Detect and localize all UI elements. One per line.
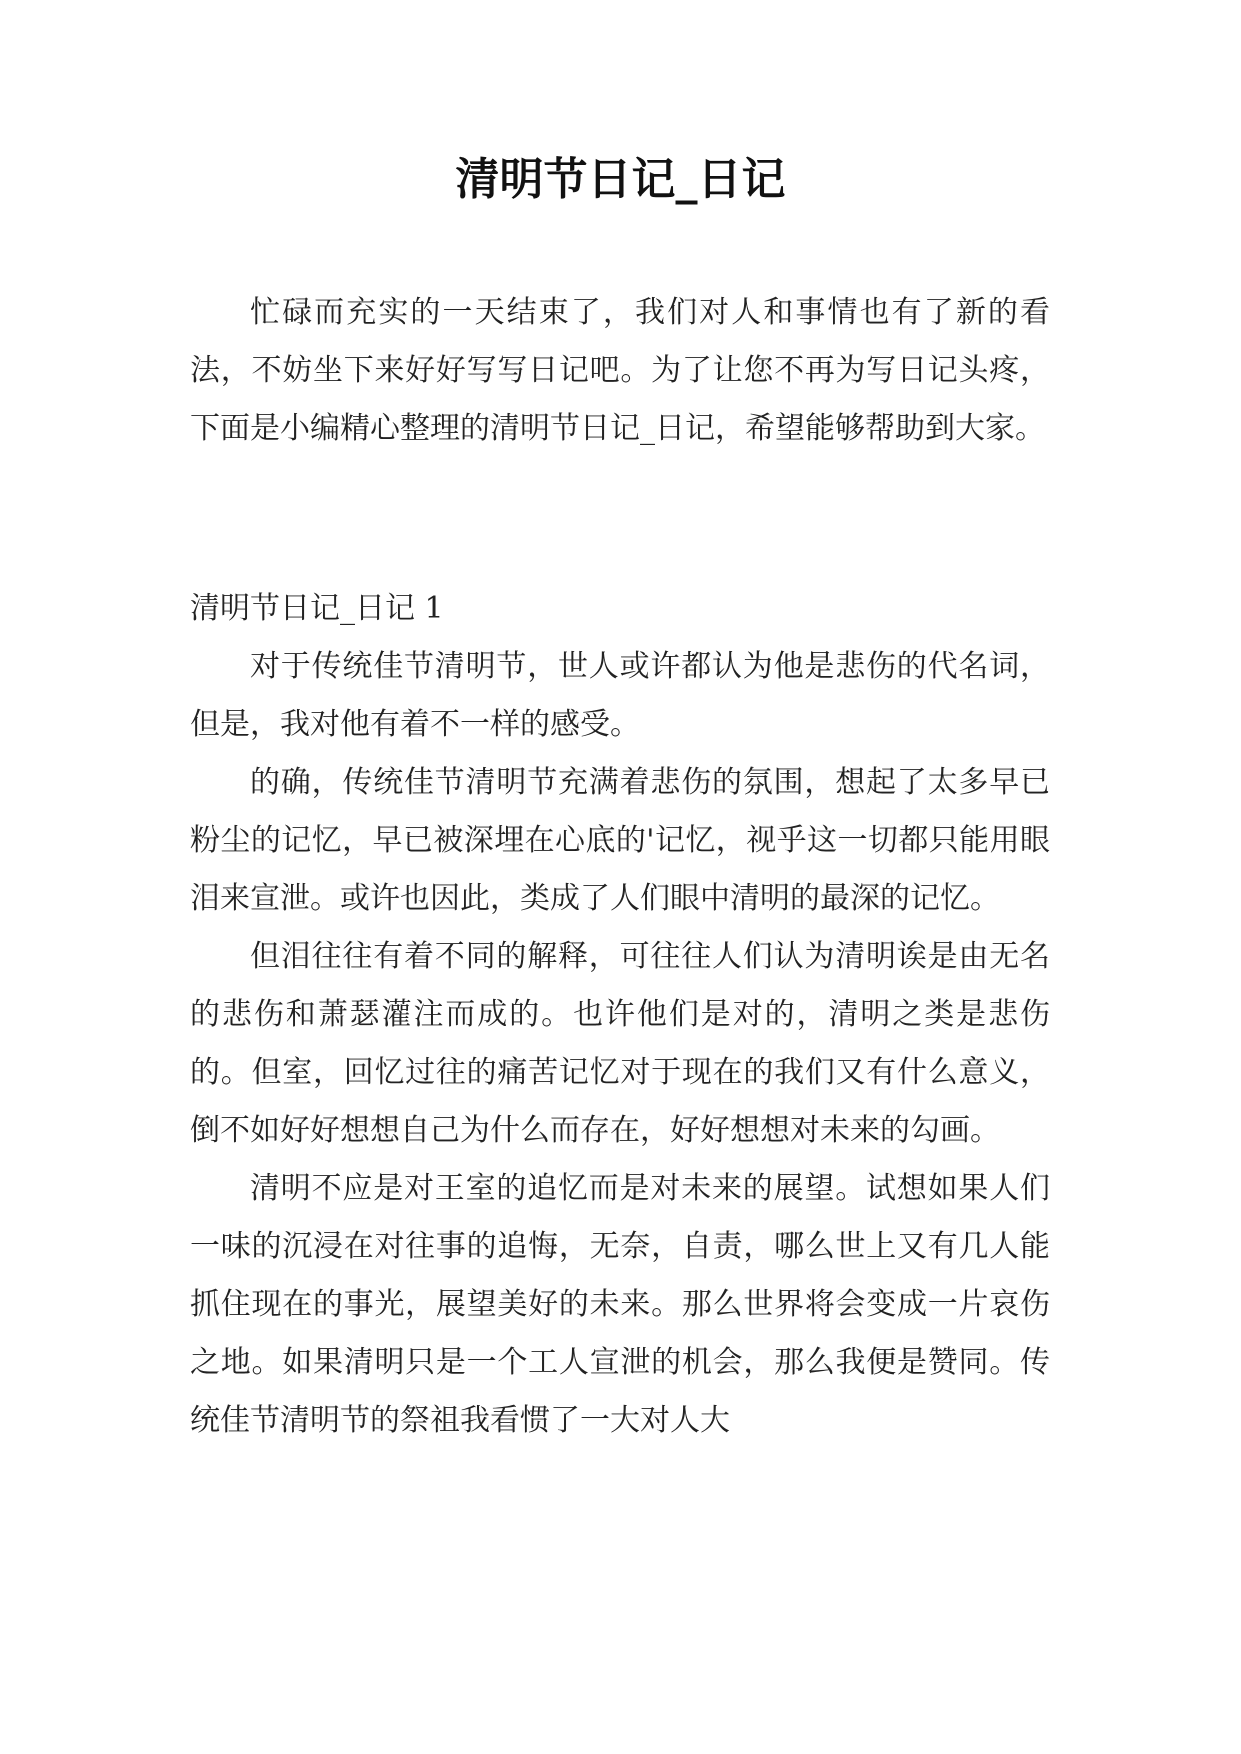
document-title: 清明节日记_日记: [455, 154, 786, 205]
body-paragraph: 清明不应是对王室的追忆而是对未来的展望。试想如果人们一味的沉浸在对往事的追悔，无奈，自责，哪么世上又有几人能抓住现在的事光，展望美好的未来。那么世界将会变成一片哀伤之地。如果清明只是一个工人宣泄的机会，那么我便是赞同。传统佳节清明节的祭祖我看惯了一大对人大: [190, 1171, 1050, 1438]
intro-paragraph: 忙碌而充实的一天结束了，我们对人和事情也有了新的看法，不妨坐下来好好写写日记吧。为了让您不再为写日记头疼，下面是小编精心整理的清明节日记_日记，希望能够帮助到大家。: [190, 295, 1050, 446]
intro-block: [190, 284, 1050, 458]
diary-section: [190, 580, 1050, 1450]
body-paragraph: 对于传统佳节清明节，世人或许都认为他是悲伤的代名词，但是，我对他有着不一样的感受。: [190, 649, 1050, 742]
body-paragraph: 的确，传统佳节清明节充满着悲伤的氛围，想起了太多早已粉尘的记忆，早已被深埋在心底的'记忆，视乎这一切都只能用眼泪来宣泄。或许也因此，类成了人们眼中清明的最深的记忆。: [190, 765, 1050, 916]
section-heading: 清明节日记_日记 1: [190, 591, 444, 626]
body-paragraph: 但泪往往有着不同的解释，可往往人们认为清明诶是由无名的悲伤和萧瑟灌注而成的。也许他们是对的，清明之类是悲伤的。但室，回忆过往的痛苦记忆对于现在的我们又有什么意义，倒不如好好想想自己为什么而存在，好好想想对未来的勾画。: [190, 939, 1050, 1148]
